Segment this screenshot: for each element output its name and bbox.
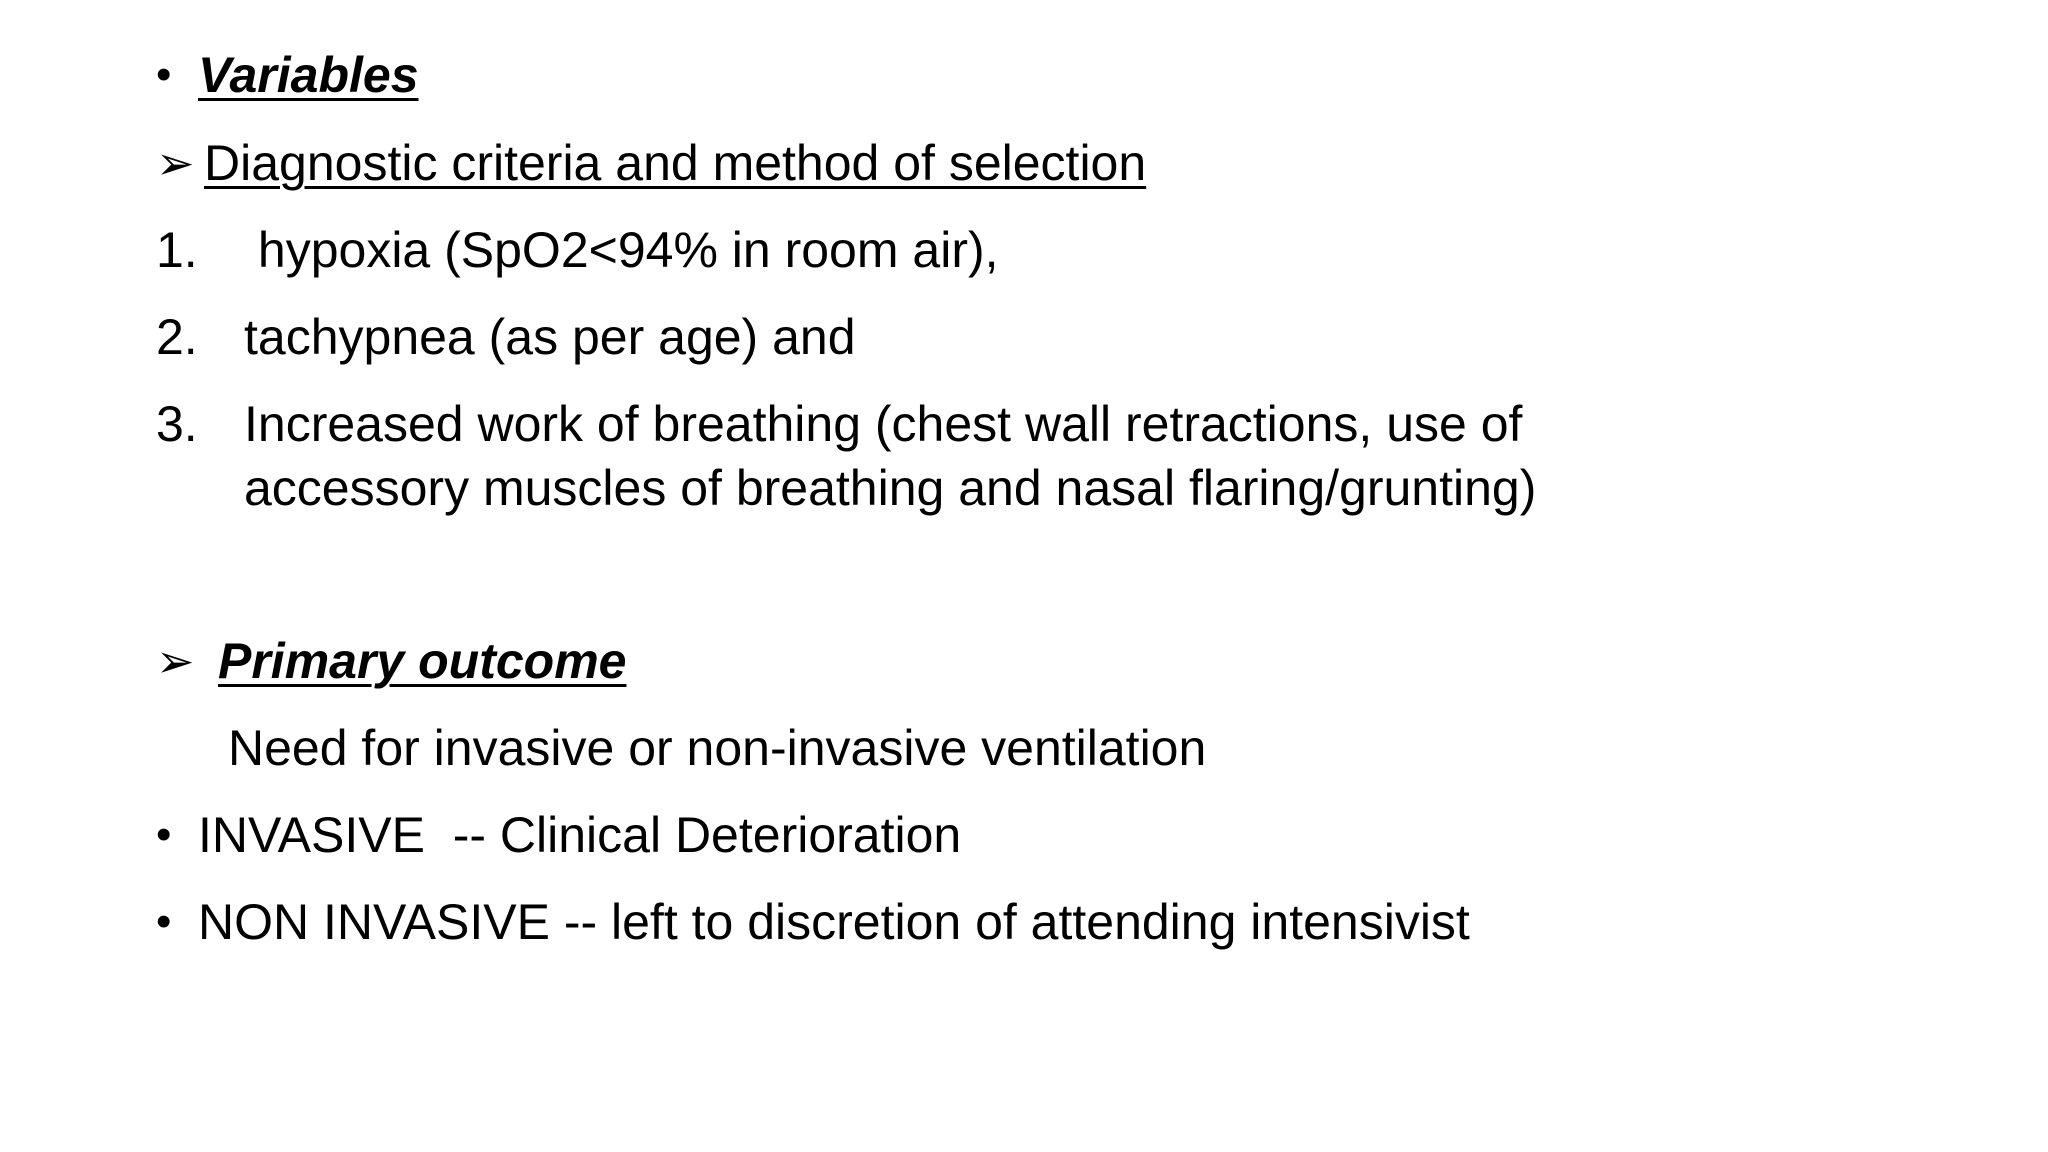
bullet-icon: • bbox=[156, 897, 172, 946]
arrow-bullet-icon: ➢ bbox=[156, 137, 195, 189]
arrow-bullet-icon: ➢ bbox=[156, 635, 195, 687]
outcome-bullet-text: NON INVASIVE -- left to discretion of attending intensivist bbox=[198, 894, 1470, 950]
variables-heading: Variables bbox=[198, 47, 419, 103]
bullet-icon: • bbox=[156, 50, 172, 99]
criteria-text: hypoxia (SpO2<94% in room air), bbox=[244, 222, 999, 278]
outcome-description-text: Need for invasive or non-invasive ventilation bbox=[228, 720, 1207, 776]
list-number: 3. bbox=[156, 396, 198, 452]
primary-outcome-heading: Primary outcome bbox=[218, 633, 627, 689]
criteria-text: Increased work of breathing (chest wall retractions, use of bbox=[244, 396, 1523, 452]
criteria-text-continuation: accessory muscles of breathing and nasal flaring/grunting) bbox=[244, 460, 1537, 516]
primary-outcome-description bbox=[228, 716, 1206, 780]
outcome-bullet-text: INVASIVE -- Clinical Deterioration bbox=[198, 807, 962, 863]
list-number: 1. bbox=[156, 222, 198, 278]
list-number: 2. bbox=[156, 309, 198, 365]
criteria-heading: Diagnostic criteria and method of selection bbox=[204, 135, 1147, 191]
bullet-icon: • bbox=[156, 810, 172, 859]
criteria-text: tachypnea (as per age) and bbox=[244, 309, 856, 365]
